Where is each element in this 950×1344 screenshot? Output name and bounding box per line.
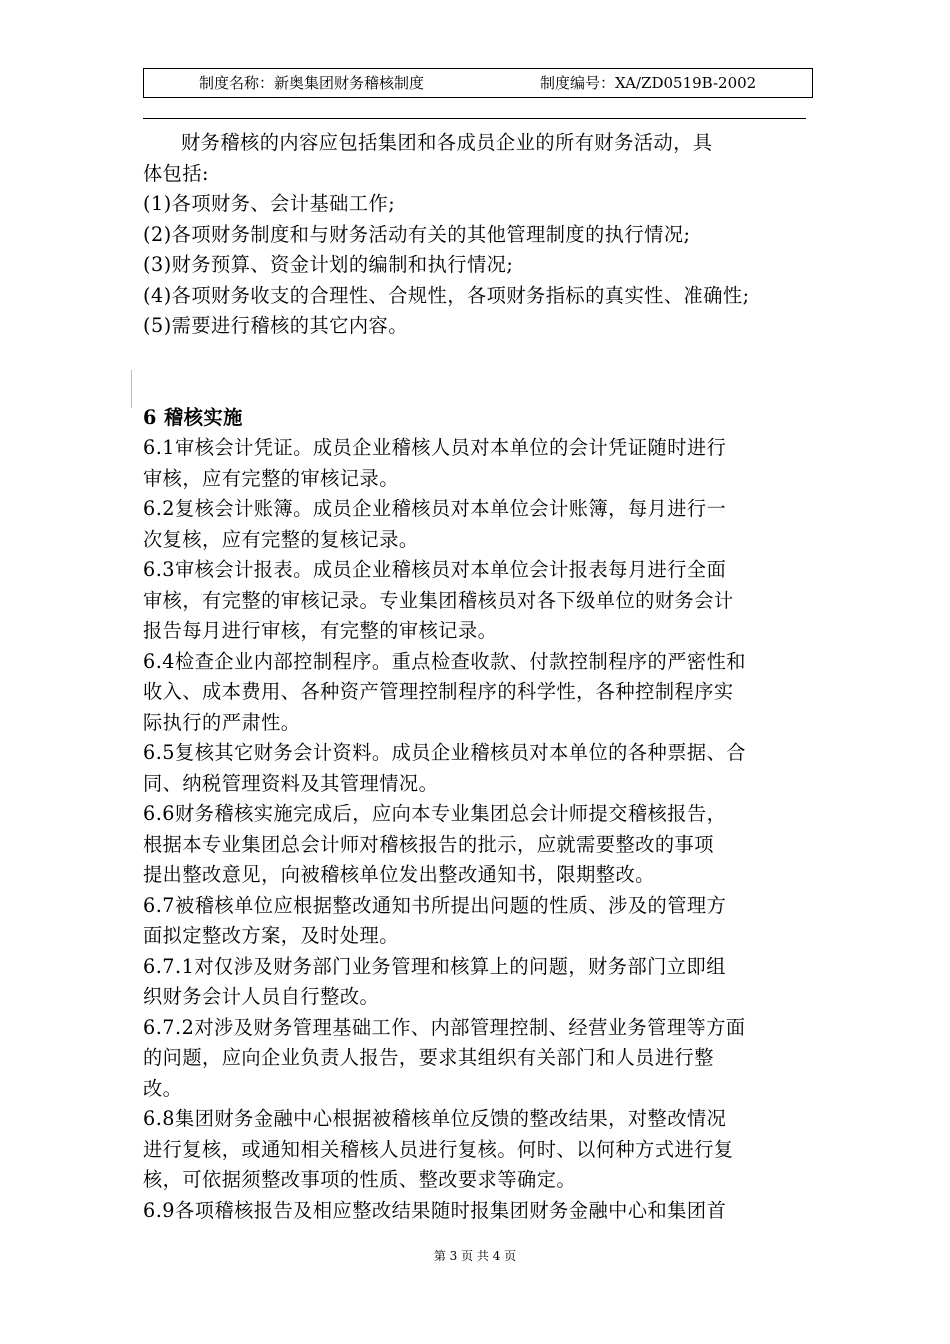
document-body bbox=[143, 128, 815, 1226]
system-name: 制度名称：新奥集团财务稽核制度 bbox=[199, 74, 425, 92]
page-number: 第 3 页 共 4 页 bbox=[433, 1249, 517, 1263]
body-line: 进行复核，或通知相关稽核人员进行复核。何时、以何种方式进行复 bbox=[143, 1137, 734, 1161]
section-spacer bbox=[143, 342, 815, 403]
body-line: 6.4检查企业内部控制程序。重点检查收款、付款控制程序的严密性和 bbox=[143, 649, 746, 673]
body-line: 6.6财务稽核实施完成后，应向本专业集团总会计师提交稽核报告， bbox=[143, 802, 727, 825]
list-item: (1)各项财务、会计基础工作; bbox=[143, 192, 396, 215]
body-line: 6.1审核会计凭证。成员企业稽核人员对本单位的会计凭证随时进行 bbox=[143, 436, 727, 459]
intro-line: 财务稽核的内容应包括集团和各成员企业的所有财务活动，具 bbox=[181, 131, 713, 154]
page-footer bbox=[0, 1248, 950, 1264]
body-line: 织财务会计人员自行整改。 bbox=[143, 985, 380, 1008]
body-line: 的问题，应向企业负责人报告，要求其组织有关部门和人员进行整 bbox=[143, 1046, 714, 1069]
body-line: 收入、成本费用、各种资产管理控制程序的科学性，各种控制程序实 bbox=[143, 680, 734, 703]
body-line: 际执行的严肃性。 bbox=[143, 710, 301, 734]
body-line: 次复核，应有完整的复核记录。 bbox=[143, 527, 419, 551]
body-line: 6.7.1对仅涉及财务部门业务管理和核算上的问题，财务部门立即组 bbox=[143, 954, 726, 978]
body-line: 核，可依据须整改事项的性质、整改要求等确定。 bbox=[143, 1168, 577, 1191]
body-line: 6.7.2对涉及财务管理基础工作、内部管理控制、经营业务管理等方面 bbox=[143, 1015, 746, 1039]
document-header bbox=[143, 68, 813, 98]
body-line: 6.8集团财务金融中心根据被稽核单位反馈的整改结果，对整改情况 bbox=[143, 1107, 727, 1130]
system-number: 制度编号：XA/ZD0519B-2002 bbox=[540, 74, 757, 92]
body-line: 根据本专业集团总会计师对稽核报告的批示，应就需要整改的事项 bbox=[143, 832, 714, 856]
margin-mark bbox=[131, 370, 132, 408]
list-item: (2)各项财务制度和与财务活动有关的其他管理制度的执行情况; bbox=[143, 222, 691, 246]
intro-line: 体包括: bbox=[143, 161, 210, 185]
section-heading: 6 稽核实施 bbox=[143, 405, 243, 429]
body-line: 审核，有完整的审核记录。专业集团稽核员对各下级单位的财务会计 bbox=[143, 588, 734, 612]
body-line: 6.5复核其它财务会计资料。成员企业稽核员对本单位的各种票据、合 bbox=[143, 741, 746, 764]
body-line: 6.9各项稽核报告及相应整改结果随时报集团财务金融中心和集团首 bbox=[143, 1198, 727, 1222]
body-line: 6.2复核会计账簿。成员企业稽核员对本单位会计账簿，每月进行一 bbox=[143, 497, 727, 520]
body-line: 审核，应有完整的审核记录。 bbox=[143, 466, 399, 490]
body-line: 报告每月进行审核，有完整的审核记录。 bbox=[143, 619, 498, 642]
body-line: 同、纳税管理资料及其管理情况。 bbox=[143, 771, 439, 795]
body-line: 改。 bbox=[143, 1076, 183, 1100]
body-line: 提出整改意见，向被稽核单位发出整改通知书，限期整改。 bbox=[143, 863, 655, 886]
list-item: (3)财务预算、资金计划的编制和执行情况; bbox=[143, 253, 514, 276]
body-line: 6.3审核会计报表。成员企业稽核员对本单位会计报表每月进行全面 bbox=[143, 558, 727, 581]
list-item: (4)各项财务收支的合理性、合规性，各项财务指标的真实性、准确性; bbox=[143, 283, 750, 307]
body-line: 6.7被稽核单位应根据整改通知书所提出问题的性质、涉及的管理方 bbox=[143, 893, 727, 917]
list-item: (5)需要进行稽核的其它内容。 bbox=[143, 314, 408, 337]
body-line: 面拟定整改方案，及时处理。 bbox=[143, 924, 399, 947]
header-divider bbox=[143, 118, 806, 119]
